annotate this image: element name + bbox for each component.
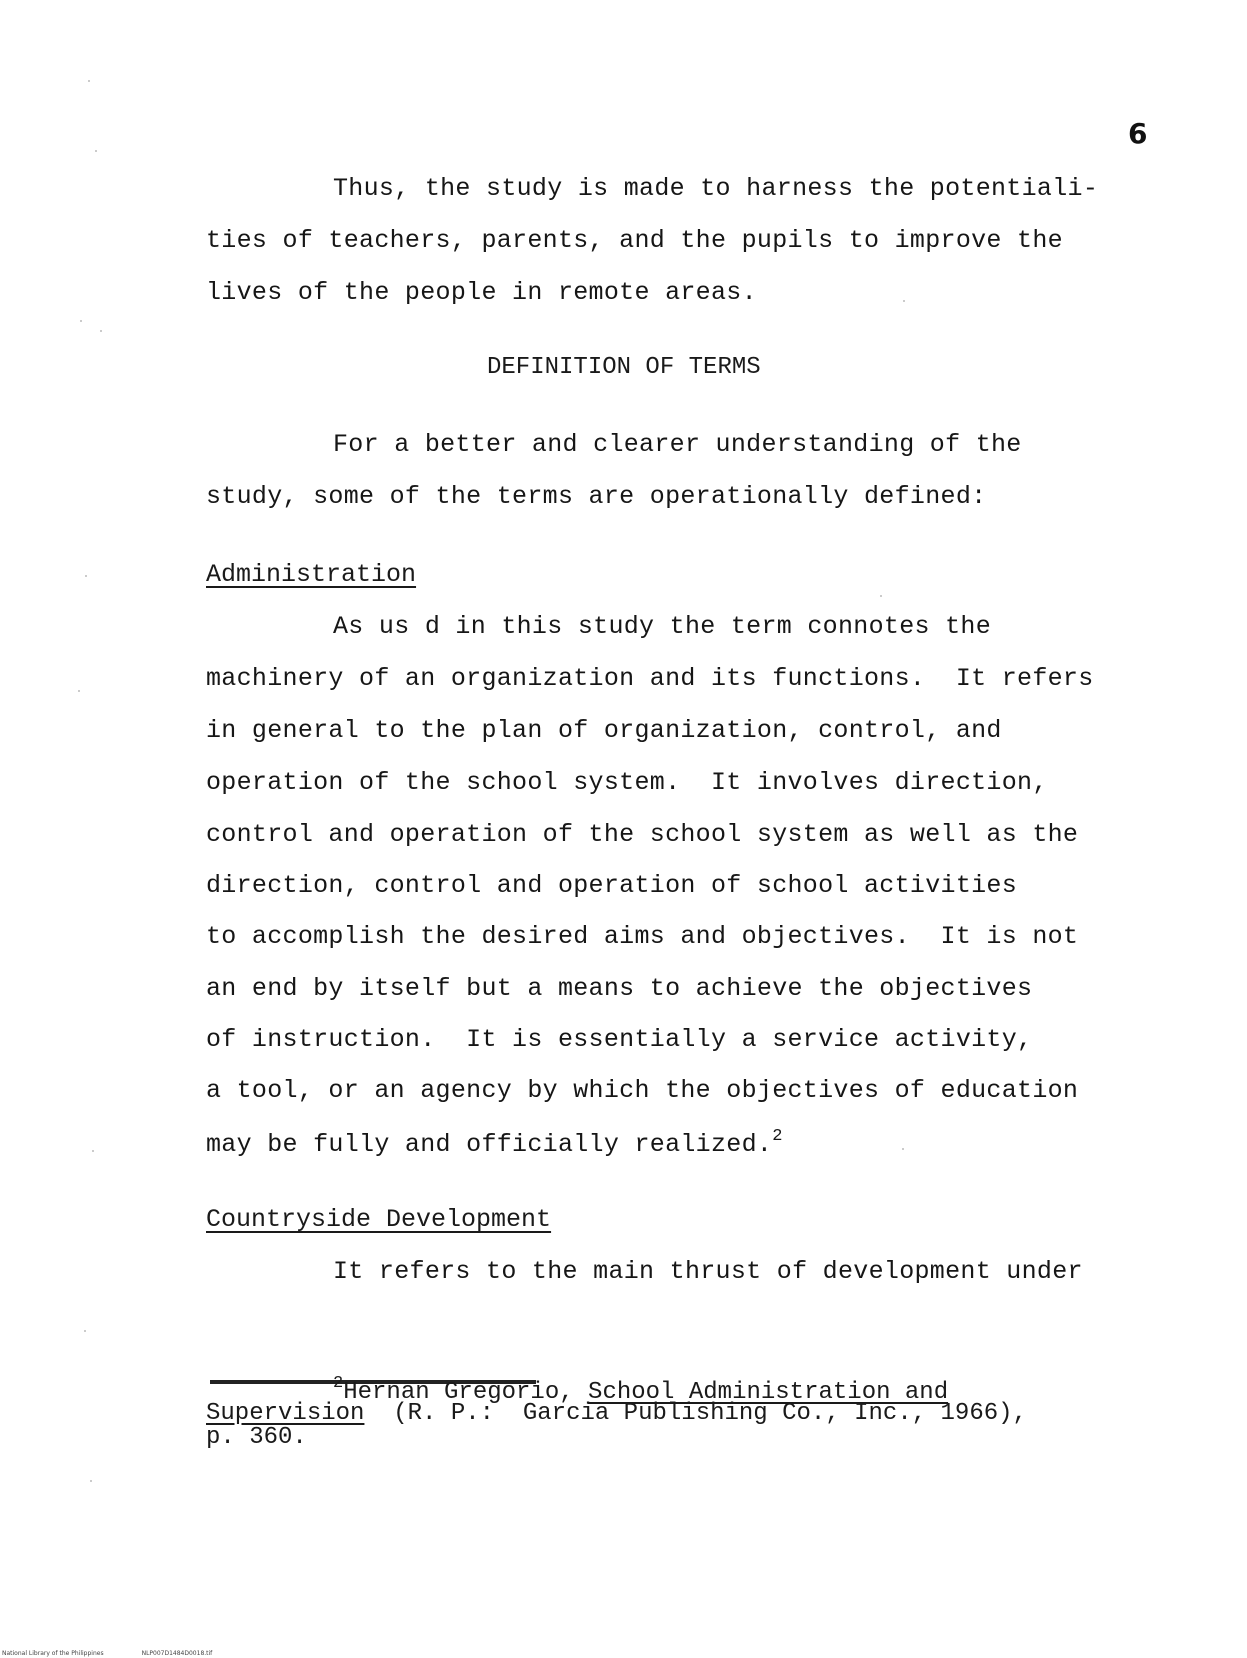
footnote-author: Hernan Gregorio, <box>343 1379 589 1406</box>
text-line <box>206 1127 783 1159</box>
archive-file: NLP007D1484D0018.tif <box>141 1650 213 1657</box>
text-line: It refers to the main thrust of development under <box>333 1257 1083 1286</box>
text-line: to accomplish the desired aims and objectives. It is not <box>206 922 1079 951</box>
footnote-reference: 2 <box>772 1127 783 1146</box>
scan-speck <box>100 330 102 332</box>
text-line: As us d in this study the term connotes the <box>333 612 992 641</box>
text-line: ties of teachers, parents, and the pupils to improve the <box>206 226 1063 255</box>
scan-speck <box>88 80 90 82</box>
scan-speck <box>78 690 80 692</box>
text-line: study, some of the terms are operationally defined: <box>206 482 987 511</box>
term-title-countryside-development: Countryside Development <box>206 1205 552 1234</box>
text-line: operation of the school system. It involves direction, <box>206 768 1048 797</box>
scan-speck <box>902 1148 904 1150</box>
text-line: a tool, or an agency by which the objectives of education <box>206 1076 1079 1105</box>
footnote-page: p. 360. <box>206 1424 307 1451</box>
scan-speck <box>95 150 97 152</box>
page-number: 6 <box>1128 117 1148 150</box>
footnote-line <box>206 1400 1027 1427</box>
footnote-title: School Administration and <box>588 1379 949 1406</box>
footnote-title-continued: Supervision <box>206 1400 365 1427</box>
text-line: Thus, the study is made to harness the potentiali- <box>333 174 1099 203</box>
text-line-content: may be fully and officially realized. <box>206 1130 773 1159</box>
scan-speck <box>880 595 882 597</box>
text-line: For a better and clearer understanding of the <box>333 430 1022 459</box>
text-line: lives of the people in remote areas. <box>206 278 757 307</box>
text-line: in general to the plan of organization, control, and <box>206 716 1002 745</box>
text-line: machinery of an organization and its functions. It refers <box>206 664 1094 693</box>
scan-speck <box>92 1150 94 1152</box>
archive-library: National Library of the Philippines <box>2 1650 104 1657</box>
scan-speck <box>80 320 82 322</box>
scan-speck <box>84 1330 86 1332</box>
footnote-mark: 2 <box>333 1374 344 1393</box>
scan-speck <box>90 1480 92 1482</box>
text-line: direction, control and operation of school activities <box>206 871 1018 900</box>
scan-speck <box>903 300 905 302</box>
text-line: an end by itself but a means to achieve the objectives <box>206 974 1033 1003</box>
text-line: control and operation of the school system as well as the <box>206 820 1079 849</box>
text-line: of instruction. It is essentially a service activity, <box>206 1025 1033 1054</box>
archive-footer <box>2 1650 250 1657</box>
term-title-administration: Administration <box>206 560 417 589</box>
section-heading: DEFINITION OF TERMS <box>487 354 761 381</box>
footnote-publisher: (R. P.: Garcia Publishing Co., Inc., 1966), <box>364 1400 1027 1427</box>
scan-speck <box>85 575 87 577</box>
